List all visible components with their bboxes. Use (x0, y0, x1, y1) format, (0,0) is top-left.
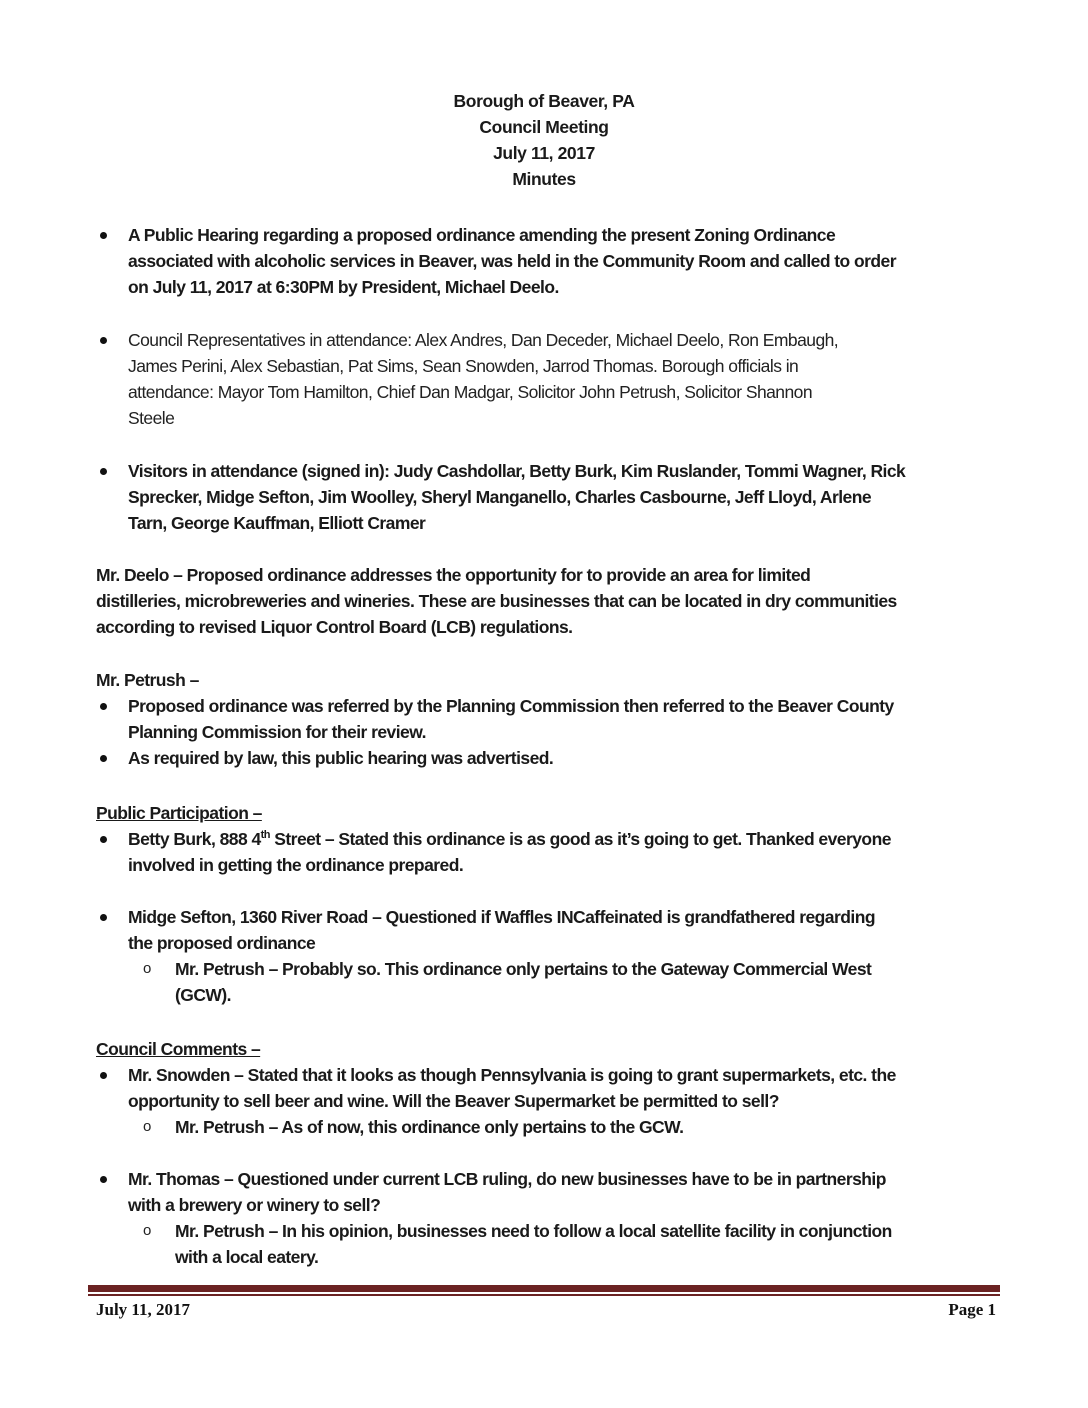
text-line: (GCW). (175, 985, 231, 1005)
superscript: th (260, 829, 270, 842)
text-line: with a local eatery. (175, 1247, 319, 1267)
header-date: July 11, 2017 (493, 143, 595, 163)
text-line: Council Representatives in attendance: Alex Andres, Dan Deceder, Michael Deelo, Ron Embaugh, (128, 330, 839, 350)
text-line: opportunity to sell beer and wine. Will the Beaver Supermarket be permitted to sell? (128, 1091, 779, 1111)
sub-bullet-icon: o (143, 1118, 151, 1135)
deelo-statement (96, 562, 996, 640)
text-line: involved in getting the ordinance prepared. (128, 855, 464, 875)
section-heading: Public Participation – (96, 803, 262, 823)
bullet-icon (100, 836, 107, 843)
text-line (128, 826, 996, 852)
text-line: A Public Hearing regarding a proposed ordinance amending the present Zoning Ordinance (128, 225, 836, 245)
bullet-item (96, 904, 996, 956)
sub-bullet-icon: o (143, 1222, 151, 1239)
text-line: according to revised Liquor Control Board (LCB) regulations. (96, 617, 573, 637)
sub-bullet-item (96, 1114, 996, 1140)
text-line: Sprecker, Midge Sefton, Jim Woolley, Sheryl Manganello, Charles Casbourne, Jeff Lloyd, Arlene (128, 487, 872, 507)
text-line: attendance: Mayor Tom Hamilton, Chief Dan Madgar, Solicitor John Petrush, Solicitor Shannon (128, 382, 813, 402)
text-line: Mr. Snowden – Stated that it looks as though Pennsylvania is going to grant supermarkets, etc. the (128, 1065, 896, 1085)
text-line: Mr. Petrush – As of now, this ordinance only pertains to the GCW. (175, 1117, 684, 1137)
header-minutes: Minutes (512, 169, 576, 189)
text-line: Midge Sefton, 1360 River Road – Questioned if Waffles INCaffeinated is grandfathered regarding (128, 907, 875, 927)
bullet-item (96, 693, 996, 745)
public-participation-section (96, 800, 996, 1008)
public-hearing-item (96, 222, 996, 300)
footer-page-number: Page 1 (948, 1300, 996, 1319)
text-line: Planning Commission for their review. (128, 722, 426, 742)
bullet-item (96, 1062, 996, 1114)
footer-rule-thick (88, 1285, 1000, 1292)
council-comments-section (96, 1036, 996, 1270)
text-line: on July 11, 2017 at 6:30PM by President, Michael Deelo. (128, 277, 559, 297)
text-line: associated with alcoholic services in Beaver, was held in the Community Room and called to order (128, 251, 896, 271)
sub-bullet-item (96, 956, 996, 1008)
text-line: Mr. Petrush – Probably so. This ordinance only pertains to the Gateway Commercial West (175, 959, 872, 979)
text-span: Street – Stated this ordinance is as good as it’s going to get. Thanked everyone (269, 829, 891, 849)
bullet-item (96, 222, 996, 300)
text-span: Betty Burk, 888 4 (128, 829, 261, 849)
footer-date: July 11, 2017 (96, 1300, 190, 1319)
section-heading: Mr. Petrush – (96, 670, 199, 690)
text-line: the proposed ordinance (128, 933, 316, 953)
bullet-icon (100, 232, 107, 239)
text-line: James Perini, Alex Sebastian, Pat Sims, Sean Snowden, Jarrod Thomas. Borough officials in (128, 356, 799, 376)
bullet-icon (100, 337, 107, 344)
sub-bullet-icon: o (143, 960, 151, 977)
section-heading: Council Comments – (96, 1039, 261, 1059)
document-header (0, 88, 1088, 192)
text-line: Mr. Deelo – Proposed ordinance addresses the opportunity for to provide an area for limited (96, 565, 811, 585)
text-line: with a brewery or winery to sell? (128, 1195, 381, 1215)
bullet-item (96, 458, 996, 536)
bullet-item (96, 327, 996, 431)
bullet-item (96, 826, 996, 878)
text-line: Steele (128, 408, 175, 428)
bullet-icon (100, 468, 107, 475)
bullet-icon (100, 1072, 107, 1079)
visitors-attendance-item (96, 458, 996, 536)
bullet-icon (100, 755, 107, 762)
bullet-item (96, 1166, 996, 1218)
text-line: Mr. Thomas – Questioned under current LCB ruling, do new businesses have to be in partnership (128, 1169, 886, 1189)
petrush-section (96, 667, 996, 771)
header-borough: Borough of Beaver, PA (453, 91, 635, 111)
council-attendance-item (96, 327, 996, 431)
text-line: As required by law, this public hearing was advertised. (128, 748, 554, 768)
text-line: Mr. Petrush – In his opinion, businesses need to follow a local satellite facility in conjunction (175, 1221, 892, 1241)
bullet-icon (100, 703, 107, 710)
bullet-icon (100, 1176, 107, 1183)
sub-bullet-item (96, 1218, 996, 1270)
text-line: Visitors in attendance (signed in): Judy Cashdollar, Betty Burk, Kim Ruslander, Tommi Wagner, Rick (128, 461, 906, 481)
footer-rule-thin (88, 1294, 1000, 1296)
text-line: distilleries, microbreweries and wineries. These are businesses that can be located in dry communities (96, 591, 897, 611)
bullet-icon (100, 914, 107, 921)
bullet-item (96, 745, 996, 771)
text-line: Tarn, George Kauffman, Elliott Cramer (128, 513, 426, 533)
header-meeting-type: Council Meeting (479, 117, 609, 137)
text-line: Proposed ordinance was referred by the Planning Commission then referred to the Beaver County (128, 696, 894, 716)
